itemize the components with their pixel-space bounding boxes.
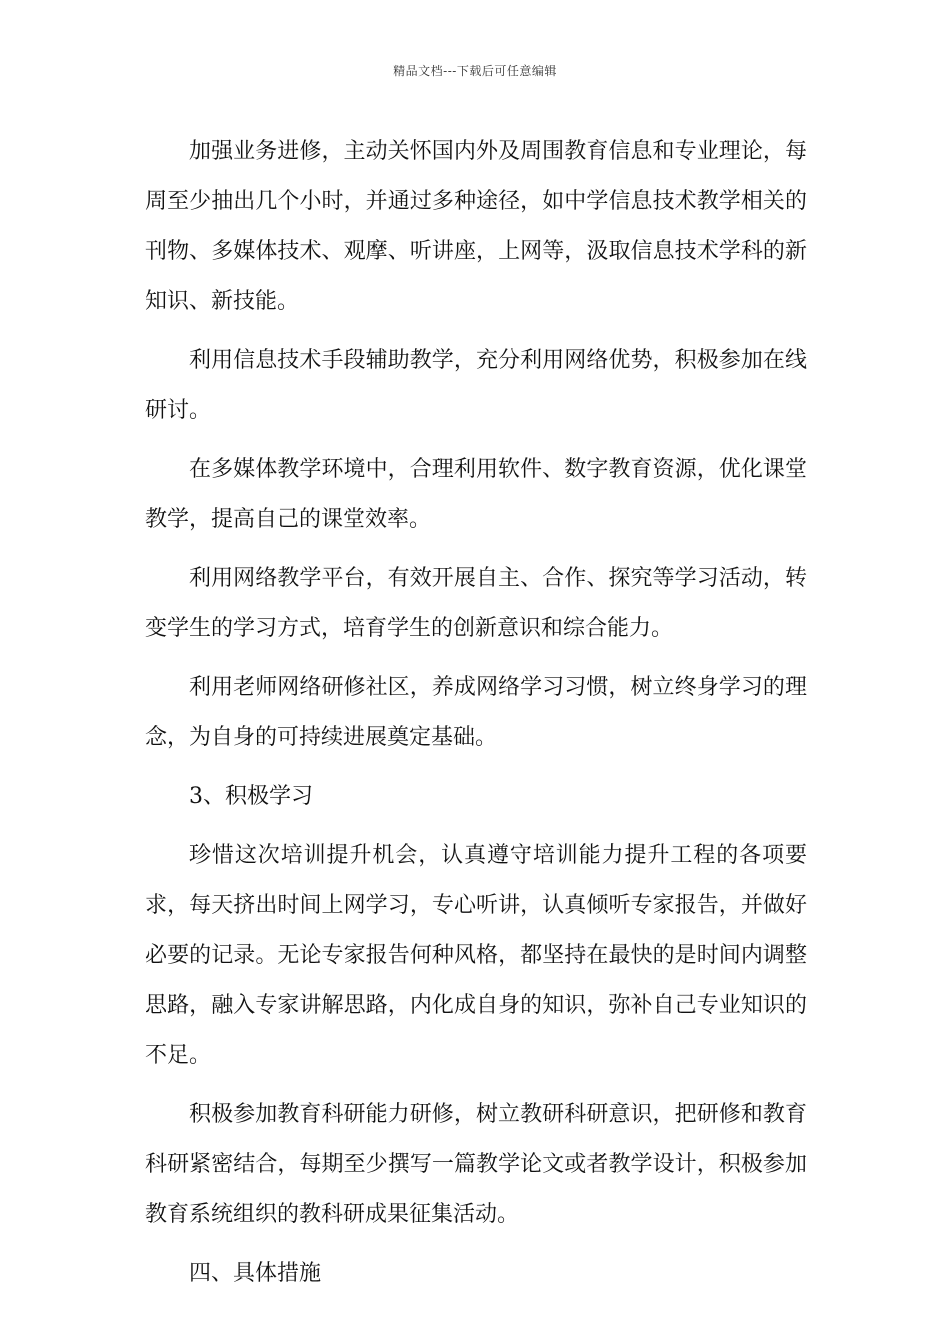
paragraph-multimedia: 在多媒体教学环境中，合理利用软件、数字教育资源，优化课堂教学，提高自己的课堂效率。 [145, 457, 807, 532]
document-body [145, 127, 807, 1308]
page-header: 精品文档---下载后可任意编辑 [393, 64, 557, 78]
paragraph-online-platform: 利用网络教学平台，有效开展自主、合作、探究等学习活动，转变学生的学习方式，培育学生的创新意识和综合能力。 [145, 566, 807, 641]
paragraph-research: 积极参加教育科研能力研修，树立教研科研意识，把研修和教育科研紧密结合，每期至少撰写一篇教学论文或者教学设计，积极参加教育系统组织的教科研成果征集活动。 [145, 1102, 807, 1227]
paragraph-study-improvement: 加强业务进修，主动关怀国内外及周围教育信息和专业理论，每周至少抽出几个小时，并通过多种途径，如中学信息技术教学相关的刊物、多媒体技术、观摩、听讲座，上网等，汲取信息技术学科的新知识、新技能。 [145, 139, 807, 314]
paragraph-teacher-community: 利用老师网络研修社区，养成网络学习习惯，树立终身学习的理念，为自身的可持续进展奠定基础。 [145, 675, 807, 750]
section-heading-measures: 四、具体措施 [189, 1261, 322, 1286]
section-heading-active-learning: 3、积极学习 [189, 784, 313, 809]
paragraph-it-teaching: 利用信息技术手段辅助教学，充分利用网络优势，积极参加在线研讨。 [145, 348, 807, 423]
paragraph-training-opportunity: 珍惜这次培训提升机会，认真遵守培训能力提升工程的各项要求，每天挤出时间上网学习，专心听讲，认真倾听专家报告，并做好必要的记录。无论专家报告何种风格，都坚持在最快的是时间内调整思路，融入专家讲解思路，内化成自身的知识，弥补自己专业知识的不足。 [145, 843, 807, 1068]
